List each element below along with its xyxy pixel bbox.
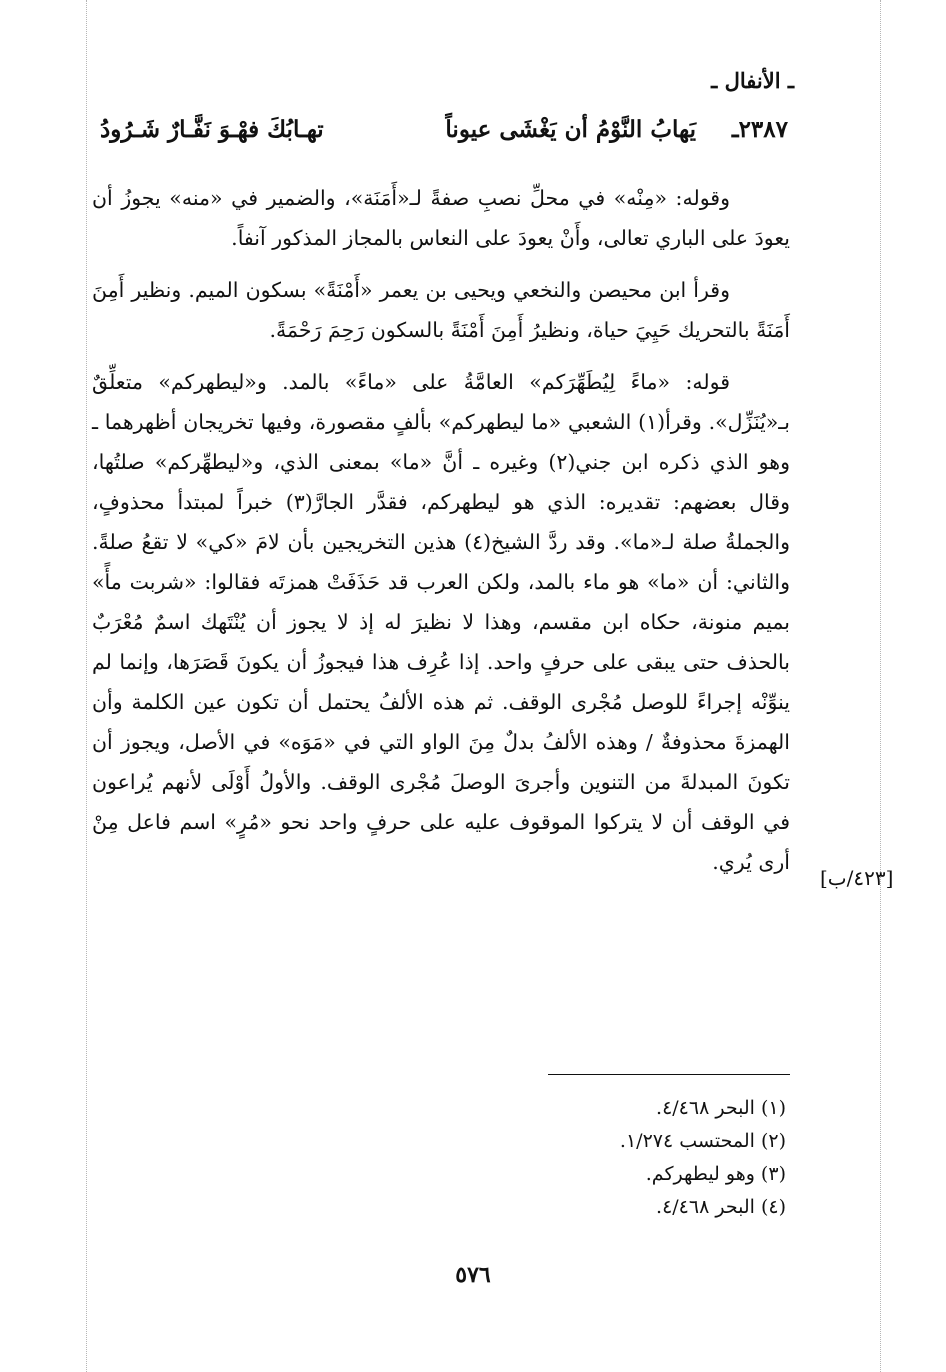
dotted-guide-left xyxy=(86,0,87,1372)
footnote: (٣) وهو ليطهركم. xyxy=(645,1163,786,1185)
footnotes xyxy=(620,1092,786,1224)
paragraph: قوله: «ماءً لِيُطَهِّرَكم» العامَّةُ على «ماءً» بالمد. و«ليطهركم» متعلِّقٌ بـ«يُنَزِّل». وقرأ(١) الشعبي «ما ليطهركم» بألفٍ مقصورة، وفيها تخريجان أظهرهما ـ وهو الذي ذكره ابن جني(٢) وغيره ـ أنَّ «ما» بمعنى الذي، و«ليطهِّركم» صلتُها، وقال بعضهم: تقديره: الذي هو ليطهركم، فقدَّر الجارَّ(٣) خبراً لمبتدأ محذوفٍ، والجملةُ صلة لـ«ما». وقد ردَّ الشيخ(٤) هذين التخريجين بأن لامَ «كي» لا تقعُ صلةً. والثاني: أن «ما» هو ماء بالمد، ولكن العرب قد حَذَفَتْ همزتَه فقالوا: «شربت مأً» بميم منونة، حكاه ابن مقسم، وهذا لا نظيرَ له إذ لا يجوز أن يُنْتَهك اسمٌ مُعْرَبٌ بالحذف حتى يبقى على حرفٍ واحد. إذا عُرِف هذا فيجوزُ أن يكونَ قَصَرَها، وإنما لم ينوِّنْه إجراءً للوصل مُجْرى الوقف. ثم هذه الألفُ يحتمل أن تكون عين الكلمة وأن الهمزةَ محذوفةٌ / وهذه الألفُ بدلٌ مِنَ الواو التي في «مَوَه» في الأصل، ويجوز أن تكونَ المبدلةَ من التنوين وأجرىَ الوصلَ مُجْرى الوقف. والأولُ أَوْلَى لأنهم يُراعون في الوقف أن لا يتركوا الموقوف عليه على حرفٍ واحد نحو «مُرٍ» اسم فاعل مِنْ أرى يُري. xyxy=(92,370,790,874)
running-header: ـ الأنفال ـ xyxy=(711,68,794,93)
verse-second-hemistich: تهـابُكَ فهْـوَ نَفَّـارٌ شَـرُودُ xyxy=(100,116,324,143)
page-number: ٥٧٦ xyxy=(455,1262,491,1288)
poetry-verse xyxy=(92,116,788,164)
verse-first-hemistich: يَهابُ النَّوْمُ أن يَغْشَى عيوناً xyxy=(445,116,696,143)
footnote-separator xyxy=(548,1074,790,1075)
paragraph: وقرأ ابن محيصن والنخعي ويحيى بن يعمر «أَمْنَةً» بسكون الميم. ونظير أَمِنَ أَمَنَةً بالتحريك حَيِيَ حياة، ونظيرُ أَمِنَ أَمْنَةً بالسكون رَحِمَ رَحْمَةً. xyxy=(92,278,790,342)
footnote: (٤) البحر ٤/٤٦٨. xyxy=(656,1196,786,1218)
footnote: (١) البحر ٤/٤٦٨. xyxy=(656,1097,786,1119)
footnote: (٢) المحتسب ١/٢٧٤. xyxy=(619,1130,786,1152)
verse-number: ٢٣٨٧ـ xyxy=(731,116,788,143)
dotted-guide-right xyxy=(880,0,881,1372)
paragraph: وقوله: «مِنْه» في محلِّ نصبِ صفةً لـ«أَمَنَة»، والضمير في «منه» يجوزُ أن يعودَ على الباري تعالى، وأَنْ يعودَ على النعاس بالمجاز المذكور آنفاً. xyxy=(92,186,790,250)
main-text xyxy=(92,178,790,882)
manuscript-folio-reference: [٤٢٣/ب] xyxy=(820,866,894,890)
